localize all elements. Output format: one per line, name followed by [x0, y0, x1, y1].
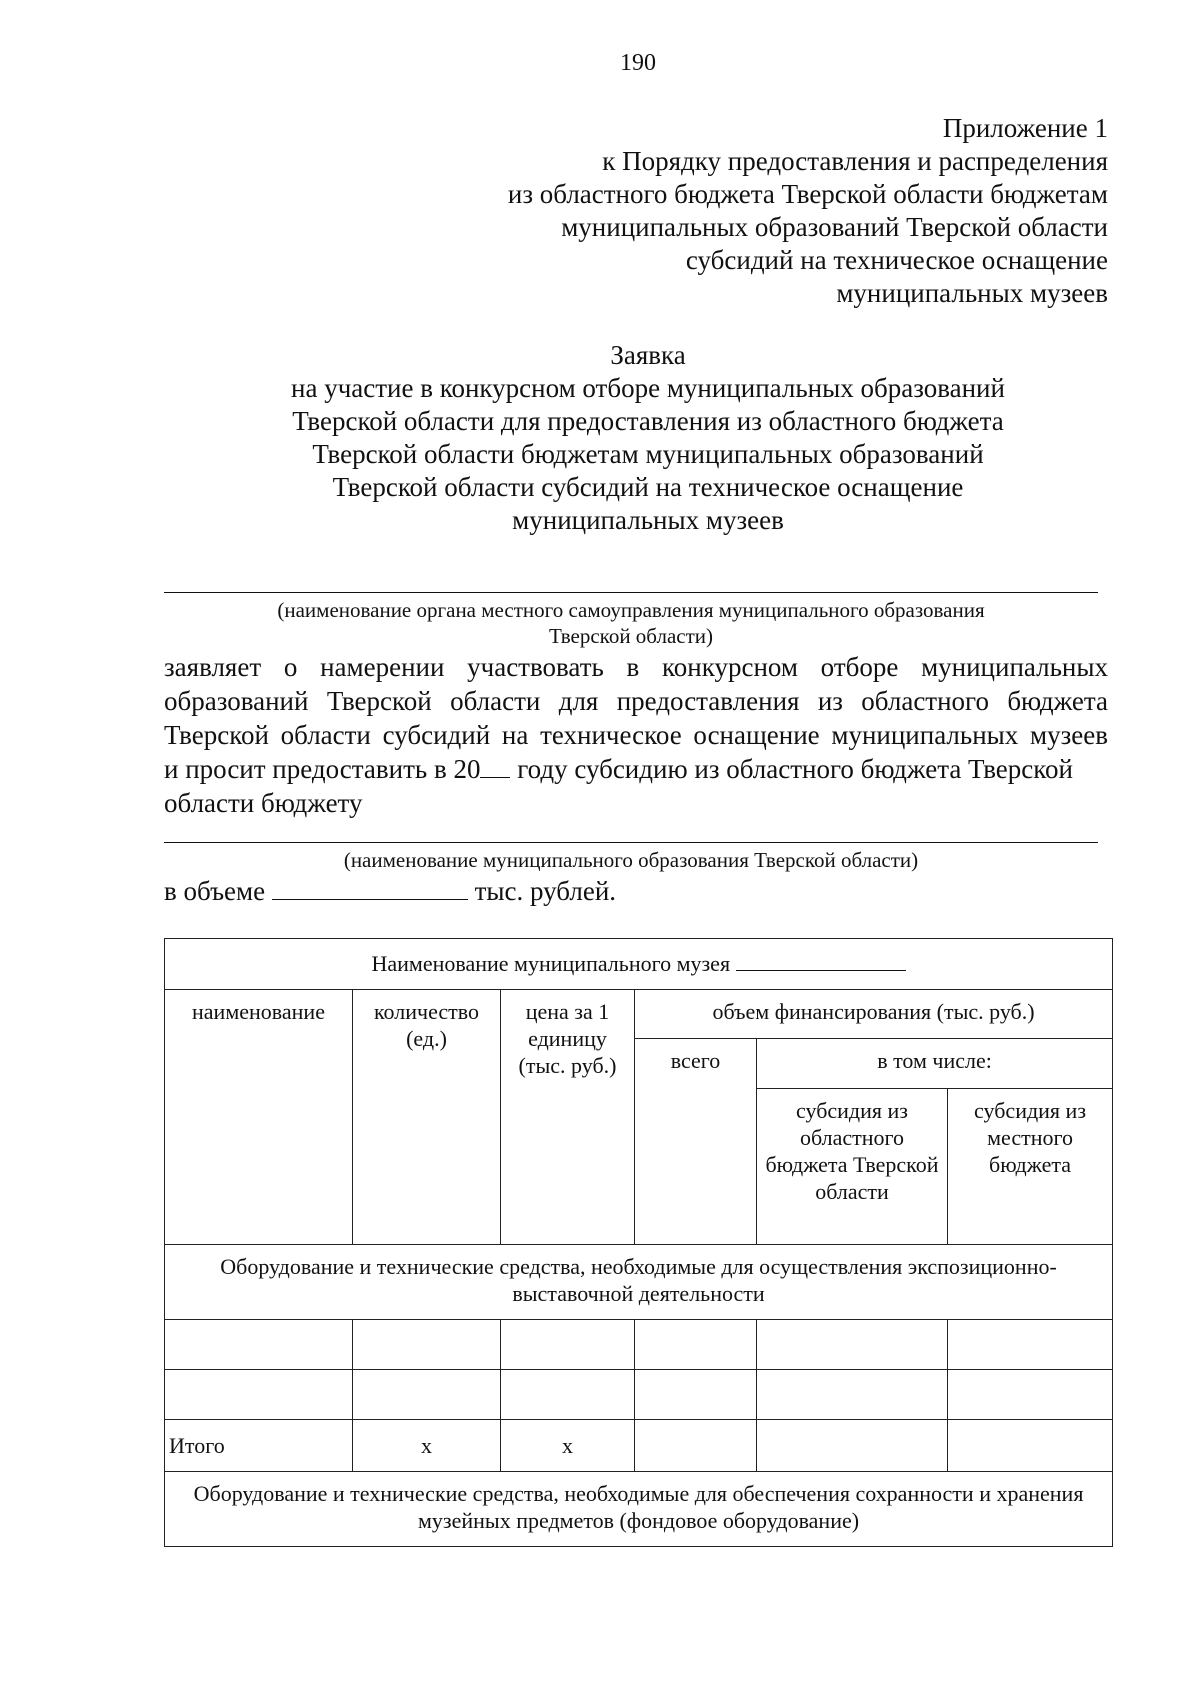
- total-label: Итого: [165, 1420, 353, 1472]
- body-text-fragment: и просит предоставить в 20: [164, 754, 481, 784]
- body-line: образований Тверской области для предоставления из областного бюджета: [164, 686, 1108, 716]
- year-blank[interactable]: [480, 776, 510, 778]
- amount-blank[interactable]: [272, 898, 468, 900]
- body-line: области бюджету: [164, 788, 363, 818]
- header-name: наименование: [165, 990, 353, 1245]
- total-row: [165, 1420, 1113, 1472]
- title-line: Тверской области субсидий на техническое оснащение: [332, 472, 964, 502]
- amount-line: [164, 874, 616, 908]
- total-local-cell[interactable]: [948, 1420, 1113, 1472]
- header-including: в том числе:: [757, 1039, 1113, 1089]
- table-cell[interactable]: [501, 1320, 635, 1370]
- table-cell[interactable]: [501, 1370, 635, 1420]
- table-cell[interactable]: [635, 1370, 757, 1420]
- appendix-line: субсидий на техническое оснащение: [685, 245, 1108, 275]
- application-body-text: [164, 650, 1108, 820]
- table-cell[interactable]: [353, 1320, 501, 1370]
- application-title: [180, 339, 1116, 537]
- title-line: на участие в конкурсном отборе муниципальных образований: [291, 373, 1005, 403]
- appendix-reference: [508, 112, 1108, 310]
- authority-name-fill-line[interactable]: [164, 592, 1098, 593]
- museum-name-label: Наименование муниципального музея: [371, 951, 731, 976]
- header-unit-price: цена за 1 единицу (тыс. руб.): [501, 990, 635, 1245]
- table-cell[interactable]: [353, 1370, 501, 1420]
- authority-name-caption: [164, 597, 1098, 649]
- table-cell[interactable]: [757, 1320, 948, 1370]
- page-number: 190: [620, 50, 656, 76]
- total-sum-cell[interactable]: [635, 1420, 757, 1472]
- title-line: Тверской области для предоставления из областного бюджета: [292, 406, 1004, 436]
- body-line: заявляет о намерении участвовать в конкурсном отборе муниципальных: [164, 652, 1108, 682]
- museum-name-cell: [165, 939, 1113, 990]
- table-cell[interactable]: [165, 1320, 353, 1370]
- appendix-line: Приложение 1: [942, 113, 1108, 143]
- title-line: Тверской области бюджетам муниципальных образований: [312, 439, 984, 469]
- body-line-year: [164, 752, 1108, 786]
- section-storage-equipment: Оборудование и технические средства, необходимые для обеспечения сохранности и хранения музейных предметов (фондовое оборудование): [165, 1472, 1113, 1547]
- title-heading: Заявка: [610, 340, 686, 370]
- caption-line: (наименование органа местного самоуправления муниципального образования: [277, 598, 985, 622]
- amount-prefix: в объеме: [164, 876, 266, 906]
- table-row: [165, 1320, 1113, 1370]
- table-cell[interactable]: [757, 1370, 948, 1420]
- table-cell[interactable]: [165, 1370, 353, 1420]
- table-cell[interactable]: [948, 1370, 1113, 1420]
- caption-line: Тверской области): [548, 624, 714, 648]
- body-line: Тверской области субсидий на техническое оснащение муниципальных музеев: [164, 720, 1108, 750]
- header-financing: объем финансирования (тыс. руб.): [635, 990, 1113, 1039]
- total-regional-cell[interactable]: [757, 1420, 948, 1472]
- municipality-name-caption: (наименование муниципального образования Тверской области): [343, 848, 919, 872]
- body-text-fragment: году субсидию из областного бюджета Тверской: [510, 754, 1073, 784]
- header-local-subsidy: субсидия из местного бюджета: [948, 1089, 1113, 1245]
- municipality-name-fill-line[interactable]: [164, 842, 1098, 843]
- museum-name-blank[interactable]: [736, 969, 906, 971]
- appendix-line: муниципальных образований Тверской области: [561, 212, 1108, 242]
- section-exhibition-equipment: Оборудование и технические средства, необходимые для осуществления экспозиционно-выставочной деятельности: [165, 1245, 1113, 1320]
- header-regional-subsidy: субсидия из областного бюджета Тверской области: [757, 1089, 948, 1245]
- appendix-line: муниципальных музеев: [836, 278, 1108, 308]
- table-cell[interactable]: [948, 1320, 1113, 1370]
- amount-suffix: тыс. рублей.: [474, 876, 617, 906]
- header-quantity: количество (ед.): [353, 990, 501, 1245]
- table-row: [165, 1370, 1113, 1420]
- total-quantity-mark: x: [353, 1420, 501, 1472]
- header-total: всего: [635, 1039, 757, 1245]
- title-line: муниципальных музеев: [512, 505, 784, 535]
- total-price-mark: x: [501, 1420, 635, 1472]
- table-cell[interactable]: [635, 1320, 757, 1370]
- appendix-line: к Порядку предоставления и распределения: [602, 146, 1108, 176]
- appendix-line: из областного бюджета Тверской области бюджетам: [507, 179, 1108, 209]
- financing-table: [164, 938, 1113, 1547]
